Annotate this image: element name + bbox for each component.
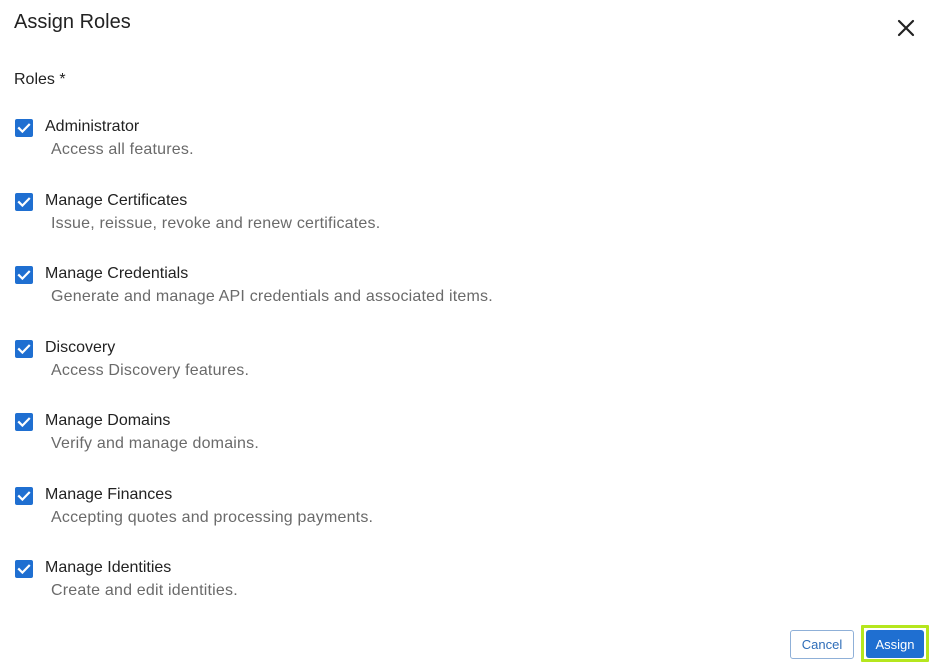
role-item-manage-certificates (14, 191, 914, 265)
checkmark-icon (15, 560, 33, 578)
checkbox-administrator[interactable] (15, 119, 33, 137)
checkmark-icon (15, 340, 33, 358)
checkmark-icon (15, 193, 33, 211)
role-item-manage-identities (14, 558, 914, 632)
checkmark-icon (15, 413, 33, 431)
role-description: Accepting quotes and processing payments. (51, 508, 374, 526)
role-item-discovery (14, 338, 914, 412)
checkbox-manage-identities[interactable] (15, 560, 33, 578)
role-description: Generate and manage API credentials and associated items. (51, 288, 493, 305)
role-item-manage-domains (14, 411, 914, 485)
checkbox-manage-credentials[interactable] (15, 266, 33, 284)
close-icon (893, 15, 919, 41)
role-description: Verify and manage domains. (51, 435, 259, 452)
role-description: Create and edit identities. (51, 582, 238, 599)
checkmark-icon (15, 119, 33, 137)
checkbox-manage-certificates[interactable] (15, 193, 33, 211)
checkbox-manage-finances[interactable] (15, 487, 33, 505)
role-name[interactable]: Discovery (45, 338, 116, 356)
close-button[interactable] (893, 15, 919, 41)
role-item-manage-credentials (14, 264, 914, 338)
role-description: Access Discovery features. (51, 361, 250, 379)
checkmark-icon (15, 266, 33, 284)
checkbox-manage-domains[interactable] (15, 413, 33, 431)
role-item-manage-finances (14, 485, 914, 559)
role-description: Access all features. (51, 141, 194, 158)
cancel-button[interactable]: Cancel (790, 630, 854, 659)
role-name[interactable]: Manage Finances (45, 485, 173, 503)
roles-label: Roles * (14, 71, 66, 88)
role-name[interactable]: Manage Certificates (45, 191, 188, 209)
assign-button[interactable]: Assign (866, 630, 924, 658)
role-name[interactable]: Manage Identities (45, 559, 172, 576)
checkbox-discovery[interactable] (15, 340, 33, 358)
role-name[interactable]: Administrator (45, 118, 140, 135)
role-name[interactable]: Manage Domains (45, 412, 171, 429)
role-name[interactable]: Manage Credentials (45, 265, 189, 282)
dialog-title: Assign Roles (14, 11, 131, 33)
role-item-administrator (14, 117, 914, 191)
role-list (14, 117, 914, 632)
checkmark-icon (15, 487, 33, 505)
role-description: Issue, reissue, revoke and renew certificates. (51, 214, 381, 232)
